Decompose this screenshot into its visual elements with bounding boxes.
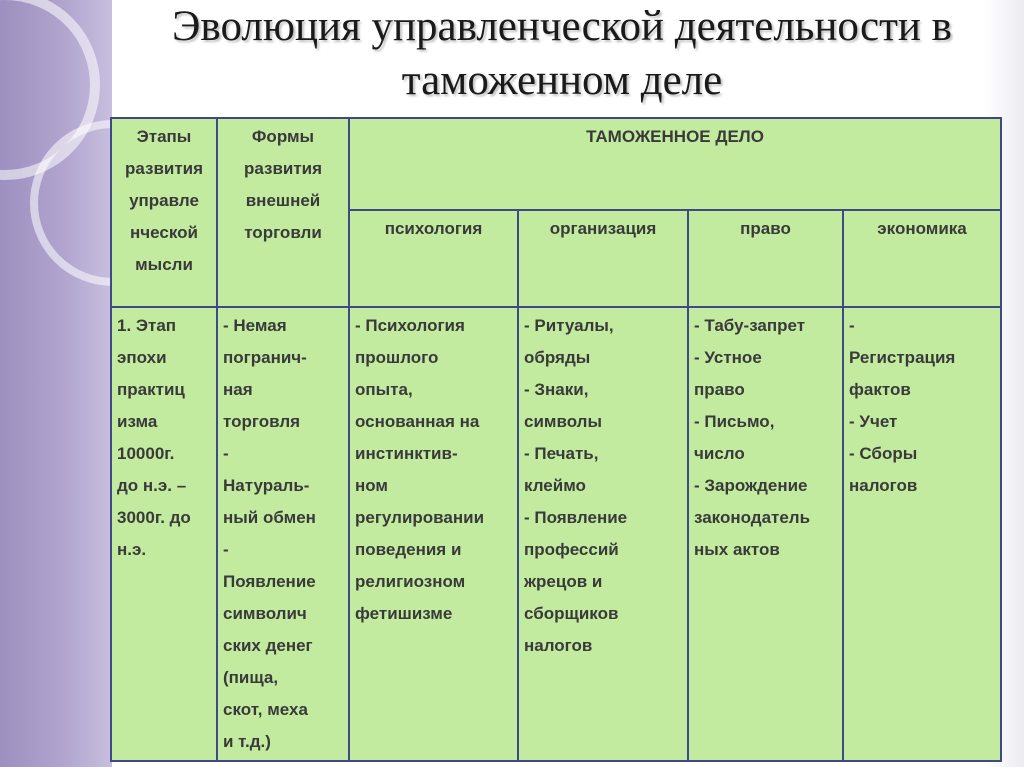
cell-economy-line: налогов bbox=[849, 476, 918, 495]
cell-economy-line: - Учет bbox=[849, 412, 898, 431]
header-customs: ТАМОЖЕННОЕ ДЕЛО bbox=[349, 118, 1001, 210]
cell-psychology-line: ном bbox=[355, 476, 389, 495]
cell-psychology-line: - Психология bbox=[355, 316, 465, 335]
cell-law-line: право bbox=[694, 380, 745, 399]
cell-stage-line: эпохи bbox=[117, 348, 167, 367]
cell-law-line: - Письмо, bbox=[694, 412, 775, 431]
cell-forms-line: ная bbox=[223, 380, 253, 399]
cell-forms bbox=[217, 307, 349, 761]
header-stages-line: мысли bbox=[135, 255, 193, 274]
cell-forms-line: скот, меха bbox=[223, 700, 308, 719]
header-law: право bbox=[688, 210, 843, 307]
cell-stage bbox=[111, 307, 217, 761]
header-stages-line: управле bbox=[129, 191, 199, 210]
cell-forms-line: торговля bbox=[223, 412, 301, 431]
cell-organization-line: обряды bbox=[524, 348, 591, 367]
header-stages-line: развития bbox=[124, 159, 204, 178]
cell-forms-line: - bbox=[223, 540, 229, 559]
header-forms-line: торговли bbox=[244, 223, 322, 242]
cell-stage-line: 3000г. до bbox=[117, 508, 191, 527]
cell-forms-line: ный обмен bbox=[223, 508, 316, 527]
cell-psychology-line: прошлого bbox=[355, 348, 439, 367]
cell-stage-line: 1. Этап bbox=[117, 316, 177, 335]
cell-economy-line: - bbox=[849, 316, 855, 335]
slide-title bbox=[112, 0, 1012, 108]
header-stages-line: нческой bbox=[130, 223, 198, 242]
cell-organization-line: - Появление bbox=[524, 508, 628, 527]
cell-law bbox=[688, 307, 843, 761]
cell-psychology bbox=[349, 307, 518, 761]
cell-forms-line: и т.д.) bbox=[223, 732, 271, 751]
cell-law-line: законодатель bbox=[694, 508, 811, 527]
cell-forms-line: символич bbox=[223, 604, 307, 623]
title-line-2: таможенном деле bbox=[401, 57, 723, 104]
cell-law-line: - Устное bbox=[694, 348, 762, 367]
cell-law-line: число bbox=[694, 444, 745, 463]
cell-forms-line: (пища, bbox=[223, 668, 279, 687]
cell-economy bbox=[843, 307, 1001, 761]
cell-forms-line: Появление bbox=[223, 572, 316, 591]
cell-organization-line: жрецов и bbox=[524, 572, 603, 591]
cell-psychology-line: религиозном bbox=[355, 572, 466, 591]
cell-forms-line: - bbox=[223, 444, 229, 463]
title-line-1: Эволюция управленческой деятельности в bbox=[172, 3, 952, 50]
decorative-side-band bbox=[0, 0, 112, 767]
cell-economy-line: фактов bbox=[849, 380, 911, 399]
cell-psychology-line: опыта, bbox=[355, 380, 413, 399]
header-organization: организация bbox=[518, 210, 688, 307]
header-forms-line: развития bbox=[243, 159, 323, 178]
cell-psychology-line: поведения и bbox=[355, 540, 462, 559]
cell-organization-line: клеймо bbox=[524, 476, 586, 495]
cell-organization-line: профессий bbox=[524, 540, 619, 559]
cell-psychology-line: фетишизме bbox=[355, 604, 453, 623]
cell-psychology-line: инстинктив- bbox=[355, 444, 458, 463]
cell-forms-line: ских денег bbox=[223, 636, 313, 655]
cell-organization-line: - Печать, bbox=[524, 444, 599, 463]
cell-stage-line: н.э. bbox=[117, 540, 147, 559]
header-forms-line: Формы bbox=[251, 127, 315, 146]
evolution-table bbox=[110, 117, 1002, 762]
cell-stage-line: 10000г. bbox=[117, 444, 175, 463]
cell-forms-line: Натураль- bbox=[223, 476, 310, 495]
cell-organization-line: налогов bbox=[524, 636, 593, 655]
cell-forms-line: - Немая bbox=[223, 316, 287, 335]
cell-stage-line: до н.э. – bbox=[117, 476, 187, 495]
cell-law-line: - Зарождение bbox=[694, 476, 808, 495]
header-stages bbox=[111, 118, 217, 307]
cell-stage-line: практиц bbox=[117, 380, 185, 399]
header-stages-line: Этапы bbox=[136, 127, 192, 146]
header-psychology: психология bbox=[349, 210, 518, 307]
cell-law-line: - Табу-запрет bbox=[694, 316, 806, 335]
header-forms-line: внешней bbox=[245, 191, 321, 210]
cell-stage-line: изма bbox=[117, 412, 158, 431]
cell-organization-line: сборщиков bbox=[524, 604, 619, 623]
cell-organization-line: - Ритуалы, bbox=[524, 316, 614, 335]
header-forms bbox=[217, 118, 349, 307]
cell-psychology-line: основанная на bbox=[355, 412, 480, 431]
cell-law-line: ных актов bbox=[694, 540, 780, 559]
cell-organization bbox=[518, 307, 688, 761]
cell-economy-line: - Сборы bbox=[849, 444, 918, 463]
cell-forms-line: погранич- bbox=[223, 348, 307, 367]
cell-organization-line: символы bbox=[524, 412, 602, 431]
cell-economy-line: Регистрация bbox=[849, 348, 956, 367]
cell-psychology-line: регулировании bbox=[355, 508, 485, 527]
cell-organization-line: - Знаки, bbox=[524, 380, 589, 399]
header-economy: экономика bbox=[843, 210, 1001, 307]
